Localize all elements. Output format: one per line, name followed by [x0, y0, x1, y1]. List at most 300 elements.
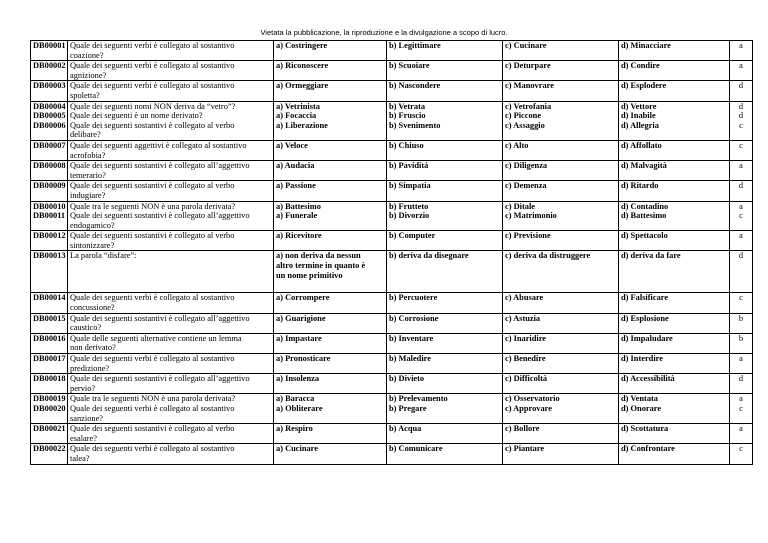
question-text-line: pervio?: [70, 383, 96, 393]
option-c: [503, 161, 619, 181]
question-text: [68, 424, 274, 444]
answer-key-line: c: [739, 211, 743, 221]
option-c-line: c) Piantare: [505, 444, 545, 454]
question-code: [31, 251, 68, 293]
question-text-line: Quale dei seguenti verbi è collegato al sostantivo: [70, 293, 235, 303]
option-d-line: d) Vettore: [621, 101, 657, 111]
answer-key: [730, 313, 753, 333]
option-b: [387, 333, 503, 353]
question-text: [68, 140, 274, 160]
option-c-line: c) Abusare: [505, 293, 544, 303]
option-b: [387, 354, 503, 374]
question-text-line: agnizione?: [70, 70, 107, 80]
answer-key-line: d: [738, 181, 744, 191]
table-row: [31, 354, 753, 374]
option-b-line: b) Vetrata: [389, 101, 426, 111]
option-c-line: c) Assaggio: [505, 120, 545, 130]
option-c-line: c) Astuzia: [505, 313, 541, 323]
option-a-line: a) Veloce: [276, 140, 308, 150]
option-d: [619, 81, 730, 101]
question-text: [68, 201, 274, 231]
question-text: [68, 333, 274, 353]
question-code: [31, 354, 68, 374]
option-a-line: a) Funerale: [276, 211, 318, 221]
option-b-line: b) Percuotere: [389, 293, 438, 303]
answer-key: [730, 374, 753, 394]
option-c-line: c) Manovrare: [505, 81, 554, 91]
question-code: [31, 394, 68, 424]
option-a-line: a) Passione: [276, 181, 316, 191]
question-code-line: DB00005: [33, 111, 66, 121]
question-text-line: Quale dei seguenti sostantivi è collegato all’aggettivo: [70, 211, 250, 221]
option-a-line: a) Ormeggiare: [276, 81, 329, 91]
option-c: [503, 313, 619, 333]
option-d-line: d) Minacciare: [621, 41, 671, 50]
question-text-line: indugiare?: [70, 190, 106, 200]
option-a: [274, 293, 387, 313]
answer-key-line: a: [739, 354, 743, 364]
option-a-line: a) Focaccia: [276, 111, 317, 121]
question-text-line: caustico?: [70, 323, 102, 333]
question-code-line: DB00001: [33, 41, 66, 50]
answer-key: [730, 231, 753, 251]
answer-key-line: b: [738, 333, 744, 343]
option-a: [274, 181, 387, 201]
question-code-line: DB00003: [33, 81, 66, 91]
question-text: [68, 444, 274, 464]
question-code: [31, 333, 68, 353]
option-a-line: a) Insolenza: [276, 374, 320, 384]
option-b-line: b) Nascondere: [389, 81, 441, 91]
question-text-line: Quale dei seguenti sostantivi è collegato all’aggettivo: [70, 313, 250, 323]
option-d-line: d) Esplodere: [621, 81, 667, 91]
answer-key: [730, 41, 753, 61]
table-row: [31, 81, 753, 101]
answer-key-line: a: [739, 394, 743, 404]
option-a-line: a) Battesimo: [276, 201, 321, 211]
option-b: [387, 231, 503, 251]
option-a-line: a) Pronosticare: [276, 354, 331, 364]
option-a: [274, 201, 387, 231]
option-c: [503, 293, 619, 313]
question-code: [31, 101, 68, 140]
question-text-line: Quale dei seguenti verbi è collegato al sostantivo: [70, 61, 235, 71]
option-d: [619, 293, 730, 313]
option-d: [619, 354, 730, 374]
question-text: [68, 161, 274, 181]
option-c-line: c) deriva da distruggere: [505, 251, 591, 261]
answer-key-line: d: [738, 111, 744, 121]
option-d: [619, 161, 730, 181]
table-row: [31, 161, 753, 181]
option-d-line: d) Allegria: [621, 120, 659, 130]
question-code: [31, 61, 68, 81]
question-code-line: DB00017: [33, 354, 66, 364]
answer-key: [730, 444, 753, 464]
option-d: [619, 333, 730, 353]
option-a: [274, 333, 387, 353]
option-d-line: d) Battesimo: [621, 211, 667, 221]
question-code: [31, 181, 68, 201]
answer-key-line: a: [739, 61, 743, 71]
option-c-line: c) Inaridire: [505, 333, 547, 343]
question-text-line: delibare?: [70, 130, 101, 140]
option-b: [387, 424, 503, 444]
option-c-line: c) Alto: [505, 140, 529, 150]
question-code-line: DB00008: [33, 161, 66, 171]
answer-key-line: c: [739, 444, 743, 454]
option-a: [274, 251, 387, 293]
option-d: [619, 41, 730, 61]
option-b-line: b) Svenimento: [389, 120, 441, 130]
question-text: [68, 101, 274, 140]
option-b: [387, 61, 503, 81]
table-row: [31, 444, 753, 464]
option-c: [503, 374, 619, 394]
question-code: [31, 201, 68, 231]
question-text: [68, 61, 274, 81]
table-row: [31, 101, 753, 140]
question-text-line: Quale dei seguenti nomi NON deriva da “vetro”?: [70, 101, 236, 111]
option-a-line: a) Obliterare: [276, 404, 323, 413]
option-c: [503, 231, 619, 251]
option-d: [619, 231, 730, 251]
question-code-line: DB00014: [33, 293, 66, 303]
option-d: [619, 101, 730, 140]
option-d-line: d) Scottatura: [621, 424, 669, 434]
answer-key-line: a: [739, 231, 743, 241]
question-code: [31, 444, 68, 464]
question-code-line: DB00007: [33, 140, 66, 150]
question-code-line: DB00015: [33, 313, 66, 323]
question-text: [68, 231, 274, 251]
option-d: [619, 201, 730, 231]
question-code: [31, 161, 68, 181]
option-a: [274, 444, 387, 464]
option-b-line: b) Comunicare: [389, 444, 443, 454]
option-a: [274, 424, 387, 444]
option-c-line: c) Osservatorio: [505, 394, 560, 404]
question-code-line: DB00009: [33, 181, 66, 191]
option-a-line: a) Impastare: [276, 333, 322, 343]
answer-key: [730, 251, 753, 293]
option-b-line: b) Prelevamento: [389, 394, 448, 404]
option-d: [619, 140, 730, 160]
option-c: [503, 61, 619, 81]
answer-key: [730, 101, 753, 140]
option-c-line: c) Difficoltà: [505, 374, 548, 384]
table-row: [31, 201, 753, 231]
question-code: [31, 293, 68, 313]
option-b-line: b) Simpatia: [389, 181, 431, 191]
option-d-line: d) Accessibilità: [621, 374, 675, 384]
answer-key-line: a: [739, 424, 743, 434]
option-c: [503, 101, 619, 140]
option-a-line: un nome primitivo: [276, 270, 343, 280]
option-a-line: a) Respiro: [276, 424, 313, 434]
option-b-line: b) Divieto: [389, 374, 425, 384]
option-d-line: d) Impaludare: [621, 333, 673, 343]
question-code-line: DB00013: [33, 251, 66, 261]
option-c-line: c) Deturpare: [505, 61, 551, 71]
option-c: [503, 354, 619, 374]
option-d: [619, 424, 730, 444]
option-c: [503, 140, 619, 160]
answer-key: [730, 161, 753, 181]
question-text-line: Quale dei seguenti aggettivi è collegato al sostantivo: [70, 140, 247, 150]
table-row: [31, 140, 753, 160]
option-c-line: c) Approvare: [505, 404, 552, 413]
option-a: [274, 231, 387, 251]
option-a-line: a) Cucinare: [276, 444, 318, 454]
question-text: [68, 374, 274, 394]
answer-key-line: b: [738, 313, 744, 323]
option-b: [387, 444, 503, 464]
option-d-line: d) Onorare: [621, 404, 662, 413]
option-d-line: d) Falsificare: [621, 293, 669, 303]
answer-key: [730, 201, 753, 231]
option-b-line: b) Inventare: [389, 333, 434, 343]
option-b: [387, 81, 503, 101]
option-b-line: b) Computer: [389, 231, 436, 241]
option-d: [619, 251, 730, 293]
option-c: [503, 333, 619, 353]
question-code-line: DB00021: [33, 424, 66, 434]
option-d-line: d) Contadino: [621, 201, 669, 211]
question-text-line: sanzione?: [70, 413, 104, 423]
option-b-line: b) deriva da disegnare: [389, 251, 469, 261]
table-row: [31, 293, 753, 313]
option-c-line: c) Previsione: [505, 231, 551, 241]
question-text-line: endogamico?: [70, 220, 115, 230]
table-row: [31, 313, 753, 333]
option-b: [387, 181, 503, 201]
question-code-line: DB00002: [33, 61, 66, 71]
option-b-line: b) Pregare: [389, 404, 427, 413]
question-code: [31, 81, 68, 101]
question-text-line: sintonizzare?: [70, 240, 115, 250]
question-text-line: temerario?: [70, 170, 106, 180]
answer-key-line: c: [739, 120, 743, 130]
answer-key-line: c: [739, 293, 743, 303]
option-c-line: c) Piccone: [505, 111, 542, 121]
question-code: [31, 374, 68, 394]
question-text: [68, 181, 274, 201]
question-text-line: Quale dei seguenti verbi è collegato al sostantivo: [70, 354, 235, 364]
answer-key: [730, 181, 753, 201]
option-a-line: a) Baracca: [276, 394, 315, 404]
option-b-line: b) Scuoiare: [389, 61, 430, 71]
answer-key: [730, 354, 753, 374]
answer-key-line: c: [739, 404, 743, 413]
question-text-line: esalare?: [70, 433, 97, 443]
question-text-line: talea?: [70, 453, 90, 463]
question-code: [31, 424, 68, 444]
option-a: [274, 140, 387, 160]
question-text: [68, 293, 274, 313]
answer-key-line: a: [739, 201, 743, 211]
question-code: [31, 41, 68, 61]
option-d-line: d) Confrontare: [621, 444, 675, 454]
table-row: [31, 231, 753, 251]
table-row: [31, 61, 753, 81]
option-a-line: a) Audacia: [276, 161, 315, 171]
option-d-line: d) Malvagità: [621, 161, 667, 171]
answer-key-line: d: [738, 101, 744, 111]
option-b-line: b) Pavidità: [389, 161, 429, 171]
option-b: [387, 101, 503, 140]
option-a: [274, 61, 387, 81]
option-a: [274, 41, 387, 61]
answer-key-line: a: [739, 41, 743, 50]
option-b: [387, 313, 503, 333]
option-c: [503, 41, 619, 61]
option-c-line: c) Matrimonio: [505, 211, 557, 221]
question-text-line: acrofobia?: [70, 150, 106, 160]
question-table-body: [31, 41, 753, 465]
option-a: [274, 354, 387, 374]
option-b-line: b) Acqua: [389, 424, 422, 434]
question-text: [68, 251, 274, 293]
question-code: [31, 140, 68, 160]
question-code-line: DB00010: [33, 201, 66, 211]
answer-key-line: c: [739, 140, 743, 150]
option-b-line: b) Legittimare: [389, 41, 441, 50]
option-d-line: d) Interdire: [621, 354, 663, 364]
question-code: [31, 231, 68, 251]
answer-key: [730, 424, 753, 444]
table-row: [31, 333, 753, 353]
question-text: [68, 354, 274, 374]
question-text-line: Quale dei seguenti sostantivi è collegato al verbo: [70, 181, 235, 191]
option-a: [274, 394, 387, 424]
option-d-line: d) Affollato: [621, 140, 662, 150]
answer-key-line: d: [738, 374, 744, 384]
question-text: [68, 41, 274, 61]
option-a-line: a) Guarigione: [276, 313, 326, 323]
question-code-line: DB00019: [33, 394, 66, 404]
option-c: [503, 424, 619, 444]
option-c: [503, 81, 619, 101]
answer-key: [730, 61, 753, 81]
answer-key-line: d: [738, 251, 744, 261]
option-a-line: a) Vetrinista: [276, 101, 320, 111]
table-row: [31, 41, 753, 61]
option-b: [387, 161, 503, 181]
question-text-line: Quale tra le seguenti NON è una parola derivata?: [70, 394, 236, 404]
question-text-line: concussione?: [70, 303, 115, 313]
answer-key: [730, 333, 753, 353]
option-c: [503, 394, 619, 424]
option-d: [619, 394, 730, 424]
option-a: [274, 81, 387, 101]
question-text-line: Quale dei seguenti verbi è collegato al sostantivo: [70, 444, 235, 454]
question-code-line: DB00011: [33, 211, 66, 221]
question-code-line: DB00018: [33, 374, 66, 384]
question-text-line: Quale dei seguenti sostantivi è collegato al verbo: [70, 120, 235, 130]
question-table: [30, 40, 753, 465]
answer-key: [730, 81, 753, 101]
table-row: [31, 424, 753, 444]
option-b-line: b) Divorzio: [389, 211, 430, 221]
option-c: [503, 181, 619, 201]
question-code-line: DB00022: [33, 444, 66, 454]
option-a-line: a) Costringere: [276, 41, 328, 50]
question-code: [31, 313, 68, 333]
option-b-line: b) Frutteto: [389, 201, 429, 211]
option-d-line: d) Spettacolo: [621, 231, 668, 241]
question-text-line: spoletta?: [70, 90, 100, 100]
option-b: [387, 374, 503, 394]
table-row: [31, 374, 753, 394]
option-d: [619, 181, 730, 201]
option-a: [274, 161, 387, 181]
table-row: [31, 181, 753, 201]
question-text-line: non derivato?: [70, 343, 116, 353]
answer-key: [730, 140, 753, 160]
question-text-line: predizione?: [70, 363, 110, 373]
option-b-line: b) Corrosione: [389, 313, 439, 323]
option-c: [503, 444, 619, 464]
option-a-line: a) Riconoscere: [276, 61, 329, 71]
question-text-line: Quale dei seguenti sostantivi è collegato al verbo: [70, 231, 235, 241]
option-c-line: c) Demenza: [505, 181, 547, 191]
answer-key-line: a: [739, 161, 743, 171]
option-b: [387, 201, 503, 231]
option-a: [274, 101, 387, 140]
option-a-line: altro termine in quanto è: [276, 261, 366, 271]
table-row: [31, 251, 753, 293]
option-a: [274, 313, 387, 333]
option-c-line: c) Cucinare: [505, 41, 547, 50]
page-header: Vietata la pubblicazione, la riproduzione e la divulgazione a scopo di lucro.: [260, 28, 508, 37]
question-text-line: Quale dei seguenti verbi è collegato al sostantivo: [70, 404, 235, 413]
option-b-line: b) Maledire: [389, 354, 431, 364]
question-text-line: Quale dei seguenti sostantivi è collegato all’aggettivo: [70, 161, 250, 171]
option-d-line: d) Ritardo: [621, 181, 659, 191]
question-text-line: Quale tra le seguenti NON è una parola derivata?: [70, 201, 236, 211]
option-a-line: a) Ricevitore: [276, 231, 322, 241]
option-c: [503, 251, 619, 293]
table-row: [31, 394, 753, 424]
option-c-line: c) Bollore: [505, 424, 540, 434]
question-text-line: coazione?: [70, 50, 104, 60]
option-d: [619, 374, 730, 394]
question-text-line: Quale dei seguenti verbi è collegato al sostantivo: [70, 41, 235, 50]
question-text-line: La parola “disfare”:: [70, 251, 137, 261]
option-b: [387, 41, 503, 61]
option-c-line: c) Ditale: [505, 201, 535, 211]
option-c-line: c) Diligenza: [505, 161, 548, 171]
question-text: [68, 81, 274, 101]
option-b-line: b) Chiuso: [389, 140, 424, 150]
option-a-line: a) Liberazione: [276, 120, 328, 130]
question-code-line: DB00004: [33, 101, 66, 111]
question-text-line: Quale dei seguenti sostantivi è collegato al verbo: [70, 424, 235, 434]
option-c: [503, 201, 619, 231]
option-d-line: d) Esplosione: [621, 313, 669, 323]
option-b: [387, 394, 503, 424]
question-code-line: DB00012: [33, 231, 66, 241]
question-text: [68, 394, 274, 424]
option-c-line: c) Vetrofania: [505, 101, 552, 111]
option-d-line: d) Ventata: [621, 394, 658, 404]
question-code-line: DB00016: [33, 333, 66, 343]
answer-key: [730, 293, 753, 313]
question-code-line: DB00006: [33, 120, 66, 130]
option-d-line: d) Condire: [621, 61, 660, 71]
option-b: [387, 251, 503, 293]
